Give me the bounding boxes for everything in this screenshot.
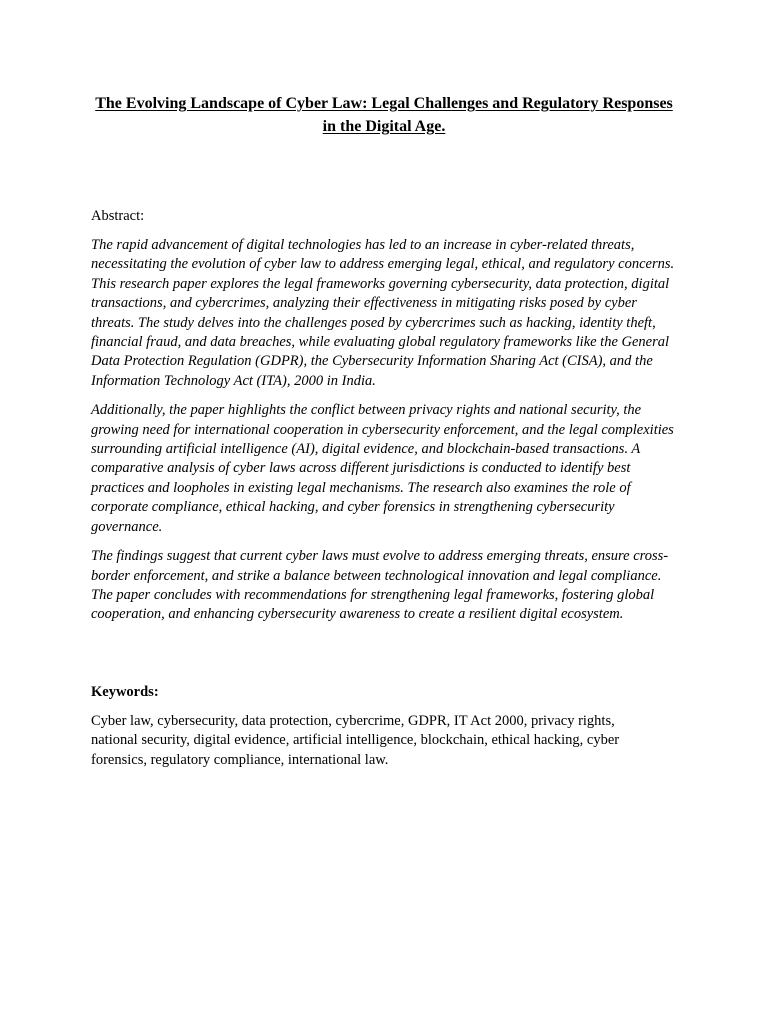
abstract-paragraph-2: Additionally, the paper highlights the conflict between privacy rights and national security, the growing need for international cooperation in cybersecurity enforcement, and the legal complexities surrounding artificial intelligence (AI), digital evidence, and blockchain-based transactions. A comparative analysis of cyber laws across different jurisdictions is conducted to identify best practices and loopholes in existing legal mechanisms. The research also examines the role of corporate compliance, ethical hacking, and cyber forensics in strengthening cybersecurity governance. [91,402,674,535]
abstract-label: Abstract: [91,208,145,224]
abstract-paragraph-3: The findings suggest that current cyber laws must evolve to address emerging threats, ensure cross-border enforcement, and strike a balance between technological innovation and legal compliance. The paper concludes with recommendations for strengthening legal frameworks, fostering global cooperation, and enhancing cybersecurity awareness to create a resilient digital ecosystem. [91,548,669,623]
keywords-list: Cyber law, cybersecurity, data protection, cybercrime, GDPR, IT Act 2000, privacy rights, national security, digital evidence, artificial intelligence, blockchain, ethical hacking, cyber forensics, regulatory compliance, international law. [91,713,620,768]
abstract-body [91,236,679,635]
keywords-label: Keywords: [91,684,159,700]
paper-title: The Evolving Landscape of Cyber Law: Legal Challenges and Regulatory Responses in the Digital Age. [95,95,673,135]
abstract-paragraph-1: The rapid advancement of digital technologies has led to an increase in cyber-related threats, necessitating the evolution of cyber law to address emerging legal, ethical, and regulatory concerns. This research paper explores the legal frameworks governing cybersecurity, data protection, digital transactions, and cybercrimes, analyzing their effectiveness in mitigating risks posed by cyber threats. The study delves into the challenges posed by cybercrimes such as hacking, identity theft, financial fraud, and data breaches, while evaluating global regulatory frameworks like the General Data Protection Regulation (GDPR), the Cybersecurity Information Sharing Act (CISA), and the Information Technology Act (ITA), 2000 in India. [91,237,675,389]
